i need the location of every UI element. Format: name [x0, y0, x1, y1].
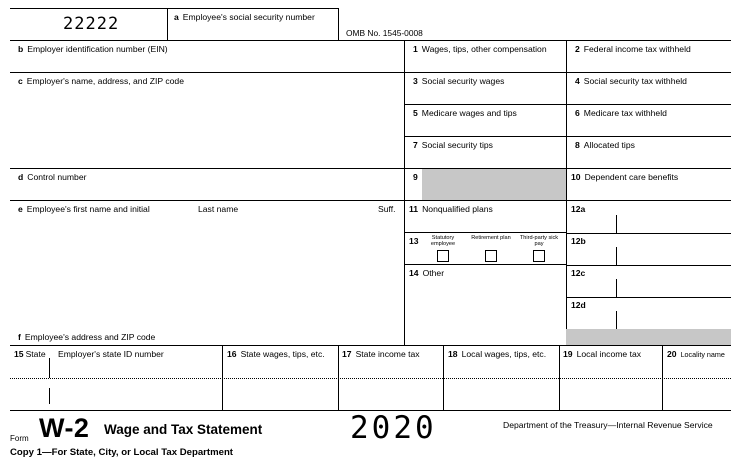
box-e-label: Employee's first name and initial	[26, 204, 150, 214]
box-c-key: c	[18, 76, 23, 86]
rule	[443, 345, 444, 410]
box-14-key: 14	[409, 268, 419, 278]
box-13-key: 13	[409, 236, 419, 246]
box-18-label: Local wages, tips, etc.	[461, 349, 547, 359]
rule	[10, 378, 731, 379]
rule	[616, 311, 617, 329]
box-14-label: Other	[422, 268, 445, 278]
box-20-label: Locality name	[680, 350, 725, 359]
box-5-label: Medicare wages and tips	[421, 108, 517, 118]
box-11	[409, 204, 493, 214]
box-8	[575, 140, 635, 150]
box-c	[18, 76, 184, 86]
box-b-label: Employer identification number (EIN)	[27, 44, 168, 54]
rule	[338, 8, 339, 40]
third-party-sick-pay-label: Third-party sick pay	[519, 235, 559, 247]
box-e	[18, 204, 150, 214]
box-16	[227, 349, 325, 359]
form-word: Form	[10, 434, 29, 443]
box-11-label: Nonqualified plans	[422, 204, 493, 214]
omb-number: OMB No. 1545-0008	[346, 28, 423, 38]
rule	[167, 8, 168, 40]
rule	[566, 265, 731, 266]
box-e-last-name: Last name	[198, 204, 239, 214]
form-title: Wage and Tax Statement	[104, 422, 263, 437]
box-9-key: 9	[413, 172, 418, 182]
box-9	[413, 172, 422, 182]
rule	[616, 247, 617, 265]
control-code: 22222	[63, 14, 120, 34]
box-4	[575, 76, 687, 86]
box-8-label: Allocated tips	[583, 140, 635, 150]
box-10-label: Dependent care benefits	[584, 172, 679, 182]
rule	[566, 233, 731, 234]
box-19-key: 19	[563, 349, 573, 359]
box-15-state-id-label: Employer's state ID number	[58, 349, 164, 359]
box-f-label: Employee's address and ZIP code	[24, 332, 156, 342]
rule	[404, 232, 566, 233]
box-b-key: b	[18, 44, 24, 54]
rule	[404, 104, 731, 105]
box-13	[409, 236, 423, 246]
box-4-label: Social security tax withheld	[583, 76, 687, 86]
box-16-key: 16	[227, 349, 237, 359]
box-7-key: 7	[413, 140, 418, 150]
box-19-label: Local income tax	[576, 349, 642, 359]
rule	[222, 345, 223, 410]
rule	[10, 72, 731, 73]
box-8-key: 8	[575, 140, 580, 150]
rule	[10, 168, 731, 169]
box-11-key: 11	[409, 204, 419, 214]
box-12b-key: 12b	[571, 236, 586, 246]
box-6-label: Medicare tax withheld	[583, 108, 667, 118]
box-f-key: f	[18, 332, 21, 342]
box-e-key: e	[18, 204, 23, 214]
box-a	[174, 12, 315, 22]
copy-designation: Copy 1—For State, City, or Local Tax Department	[10, 447, 234, 458]
box-d	[18, 172, 86, 182]
box-f	[18, 332, 155, 342]
box-1	[413, 44, 547, 54]
rule	[404, 264, 566, 265]
box-a-key: a	[174, 12, 179, 22]
box-14	[409, 268, 444, 278]
form-name: W-2	[39, 413, 90, 443]
rule	[49, 388, 50, 404]
box-c-label: Employer's name, address, and ZIP code	[26, 76, 184, 86]
box-15-key: 15	[14, 349, 24, 359]
box-2-label: Federal income tax withheld	[583, 44, 691, 54]
box-e-suffix: Suff.	[378, 204, 396, 214]
third-party-sick-pay-checkbox[interactable]	[533, 250, 545, 262]
box-10-key: 10	[571, 172, 581, 182]
box-19	[563, 349, 641, 359]
rule	[662, 345, 663, 410]
rule	[49, 358, 50, 378]
retirement-plan-label: Retirement plan	[471, 235, 511, 241]
box-17-key: 17	[342, 349, 352, 359]
box-12a-key: 12a	[571, 204, 586, 214]
rule	[338, 345, 339, 410]
rule	[616, 215, 617, 233]
box-a-label: Employee's social security number	[182, 12, 315, 22]
box-3	[413, 76, 504, 86]
box-18-key: 18	[448, 349, 458, 359]
rule	[566, 297, 731, 298]
rule	[616, 279, 617, 297]
box-d-key: d	[18, 172, 24, 182]
box-18	[448, 349, 546, 359]
box-b	[18, 44, 168, 54]
box-6-key: 6	[575, 108, 580, 118]
box-7-label: Social security tips	[421, 140, 493, 150]
box-20-key: 20	[667, 349, 677, 359]
retirement-plan-checkbox[interactable]	[485, 250, 497, 262]
rule	[10, 8, 338, 9]
box-9-shade	[422, 169, 566, 200]
rule	[559, 345, 560, 410]
department: Department of the Treasury—Internal Revenue Service	[503, 420, 713, 430]
box-d-label: Control number	[27, 172, 87, 182]
rule	[10, 200, 731, 201]
box-2-key: 2	[575, 44, 580, 54]
rule	[10, 345, 731, 346]
box-3-label: Social security wages	[421, 76, 505, 86]
rule	[566, 40, 567, 345]
box-5-key: 5	[413, 108, 418, 118]
box-10	[571, 172, 678, 182]
box-4-key: 4	[575, 76, 580, 86]
box-15	[14, 349, 46, 359]
box-17	[342, 349, 420, 359]
box-20	[667, 349, 725, 360]
tax-year: 2020	[350, 410, 437, 446]
box-1-key: 1	[413, 44, 418, 54]
box-6	[575, 108, 667, 118]
box-12-shade	[566, 329, 731, 345]
box-16-label: State wages, tips, etc.	[240, 349, 325, 359]
box-2	[575, 44, 691, 54]
box-3-key: 3	[413, 76, 418, 86]
box-12d-key: 12d	[571, 300, 586, 310]
rule	[10, 40, 731, 41]
statutory-employee-label: Statutory employee	[430, 235, 456, 247]
rule	[404, 40, 405, 345]
box-17-label: State income tax	[355, 349, 420, 359]
box-1-label: Wages, tips, other compensation	[421, 44, 547, 54]
box-15-label: State	[25, 349, 46, 359]
rule	[404, 136, 731, 137]
box-12c-key: 12c	[571, 268, 586, 278]
box-7	[413, 140, 493, 150]
statutory-employee-checkbox[interactable]	[437, 250, 449, 262]
box-5	[413, 108, 517, 118]
